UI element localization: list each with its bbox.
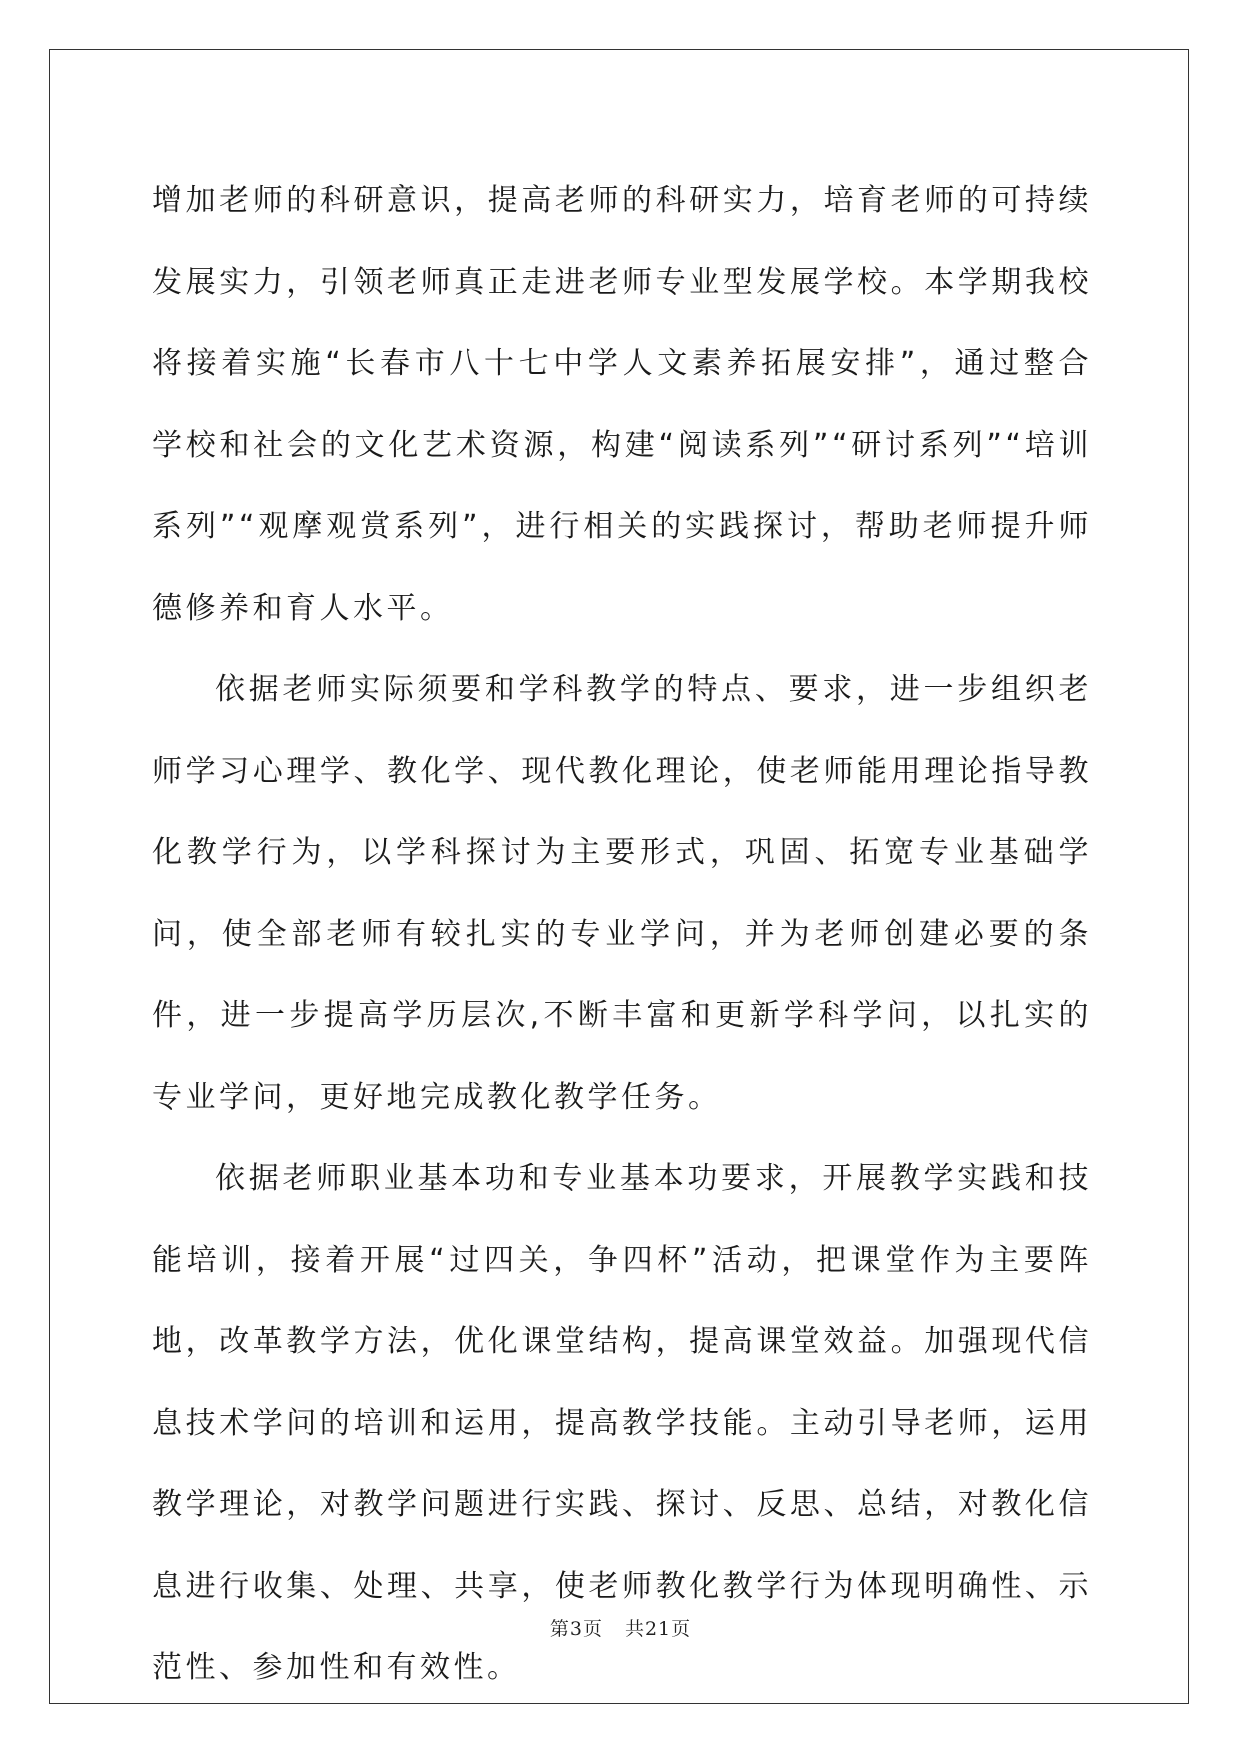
paragraph-skills-training: 依据老师职业基本功和专业基本功要求，开展教学实践和技能培训，接着开展“过四关，争四杯”活动，把课堂作为主要阵地，改革教学方法，优化课堂结构，提高课堂效益。加强现代信息技术学问的培训和运用，提高教学技能。主动引导老师，运用教学理论，对教学问题进行实践、探讨、反思、总结，对教化信息进行收集、处理、共享，使老师教化教学行为体现明确性、示范性、参加性和有效性。 [152, 1161, 1092, 1685]
page-number: 第3页 [549, 1618, 603, 1640]
page-total: 共21页 [624, 1618, 692, 1640]
paragraph-continued: 增加老师的科研意识，提高老师的科研实力，培育老师的可持续发展实力，引领老师真正走进老师专业型发展学校。本学期我校将接着实施“长春市八十七中学人文素养拓展安排”，通过整合学校和社会的文化艺术资源，构建“阅读系列”“研讨系列”“培训系列”“观摩观赏系列”，进行相关的实践探讨，帮助老师提升师德修养和育人水平。 [152, 183, 1092, 626]
paragraph-professional-study: 依据老师实际须要和学科教学的特点、要求，进一步组织老师学习心理学、教化学、现代教化理论，使老师能用理论指导教化教学行为，以学科探讨为主要形式，巩固、拓宽专业基础学问，使全部老师有较扎实的专业学问，并为老师创建必要的条件，进一步提高学历层次,不断丰富和更新学科学问，以扎实的专业学问，更好地完成教化教学任务。 [152, 672, 1092, 1115]
page-footer [0, 1614, 1241, 1641]
document-body [152, 160, 1092, 1709]
